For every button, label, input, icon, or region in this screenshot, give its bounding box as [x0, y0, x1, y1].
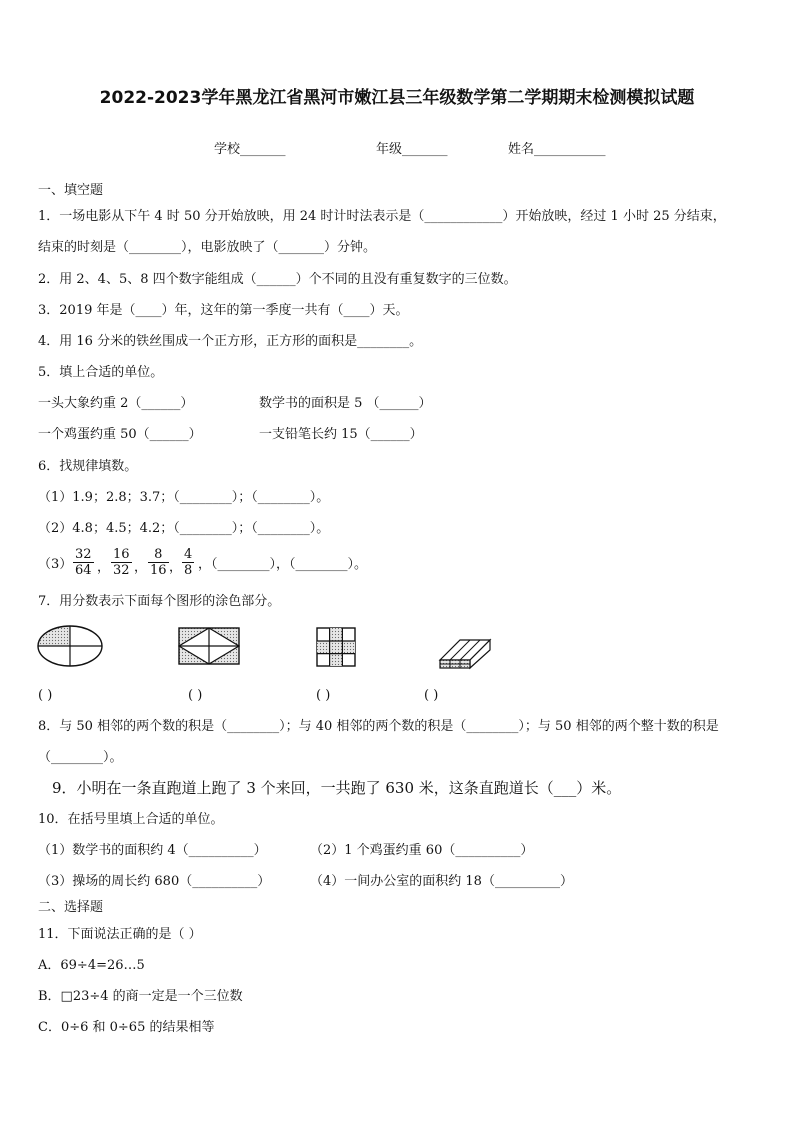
cuboid-figure: [436, 632, 492, 670]
fraction-separator: ，: [134, 560, 148, 575]
question-6-part1: （1）1.9；2.8；3.7；（________）；（________）。: [38, 490, 330, 505]
fraction: $\frac{32}{64}$: [75, 547, 92, 578]
question-8-line2: （________）。: [38, 750, 123, 765]
answer-blank[interactable]: ( ): [424, 688, 439, 703]
question-10: 10．在括号里填上合适的单位。: [38, 812, 224, 827]
answer-blank[interactable]: ( ): [38, 688, 53, 703]
question-10-item: （1）数学书的面积约 4（__________）: [38, 843, 267, 858]
question-1-line2: 结束的时刻是（________），电影放映了（_______）分钟。: [38, 240, 377, 255]
question-5-item: 一头大象约重 2（______）: [38, 396, 194, 411]
grade-field[interactable]: 年级_______: [376, 142, 448, 157]
question-2: 2．用 2、4、5、8 四个数字能组成（______）个不同的且没有重复数字的三位数。: [38, 272, 517, 287]
ellipse-figure: [36, 624, 104, 668]
question-6-part2: （2）4.8；4.5；4.2；（________）；（________）。: [38, 521, 330, 536]
question-6-part3-prefix: （3）: [38, 557, 73, 572]
question-10-item: （4）一间办公室的面积约 18（__________）: [310, 874, 573, 889]
question-5-item: 一个鸡蛋约重 50（______）: [38, 427, 202, 442]
question-6-part3-suffix: ，（________），（________）。: [198, 557, 368, 572]
question-11: 11．下面说法正确的是（ ）: [38, 927, 202, 942]
option-a: A．69÷4=26…5: [38, 958, 145, 973]
answer-blank[interactable]: ( ): [188, 688, 203, 703]
question-5: 5．填上合适的单位。: [38, 365, 164, 380]
option-c: C．0÷6 和 0÷65 的结果相等: [38, 1020, 215, 1035]
question-5-item: 一支铅笔长约 15（______）: [259, 427, 423, 442]
question-9: 9．小明在一条直跑道上跑了 3 个来回，一共跑了 630 米，这条直跑道长（___）米。: [52, 779, 622, 797]
question-4: 4．用 16 分米的铁丝围成一个正方形，正方形的面积是________。: [38, 334, 423, 349]
school-field[interactable]: 学校_______: [214, 142, 286, 157]
question-7: 7．用分数表示下面每个图形的涂色部分。: [38, 594, 281, 609]
fraction: $\frac{16}{32}$: [113, 547, 130, 578]
fraction: $\frac{4}{8}$: [184, 547, 193, 578]
page-title: 2022-2023学年黑龙江省黑河市嫩江县三年级数学第二学期期末检测模拟试题: [99, 88, 695, 108]
question-8-line1: 8．与 50 相邻的两个数的积是（________）；与 40 相邻的两个数的积是（________）；与 50 相邻的两个整十数的积是: [38, 719, 719, 734]
fraction-separator: ，: [169, 560, 183, 575]
question-10-item: （3）操场的周长约 680（__________）: [38, 874, 271, 889]
name-field[interactable]: 姓名___________: [508, 142, 606, 157]
question-10-item: （2）1 个鸡蛋约重 60（__________）: [310, 843, 534, 858]
section-heading: 二、选择题: [38, 900, 104, 915]
question-3: 3．2019 年是（____）年，这年的第一季度一共有（____）天。: [38, 303, 409, 318]
fraction: $\frac{8}{16}$: [150, 547, 167, 578]
grid-square-figure: [316, 627, 356, 667]
question-1-line1: 1．一场电影从下午 4 时 50 分开始放映，用 24 时计时法表示是（____________）开始放映，经过 1 小时 25 分结束，: [38, 209, 726, 224]
question-5-item: 数学书的面积是 5 （______）: [259, 396, 432, 411]
fraction-separator: ，: [97, 560, 111, 575]
question-6: 6．找规律填数。: [38, 459, 138, 474]
section-heading: 一、填空题: [38, 183, 104, 198]
answer-blank[interactable]: ( ): [316, 688, 331, 703]
option-b: B．□23÷4 的商一定是一个三位数: [38, 989, 243, 1004]
rhombus-rectangle-figure: [178, 627, 240, 665]
